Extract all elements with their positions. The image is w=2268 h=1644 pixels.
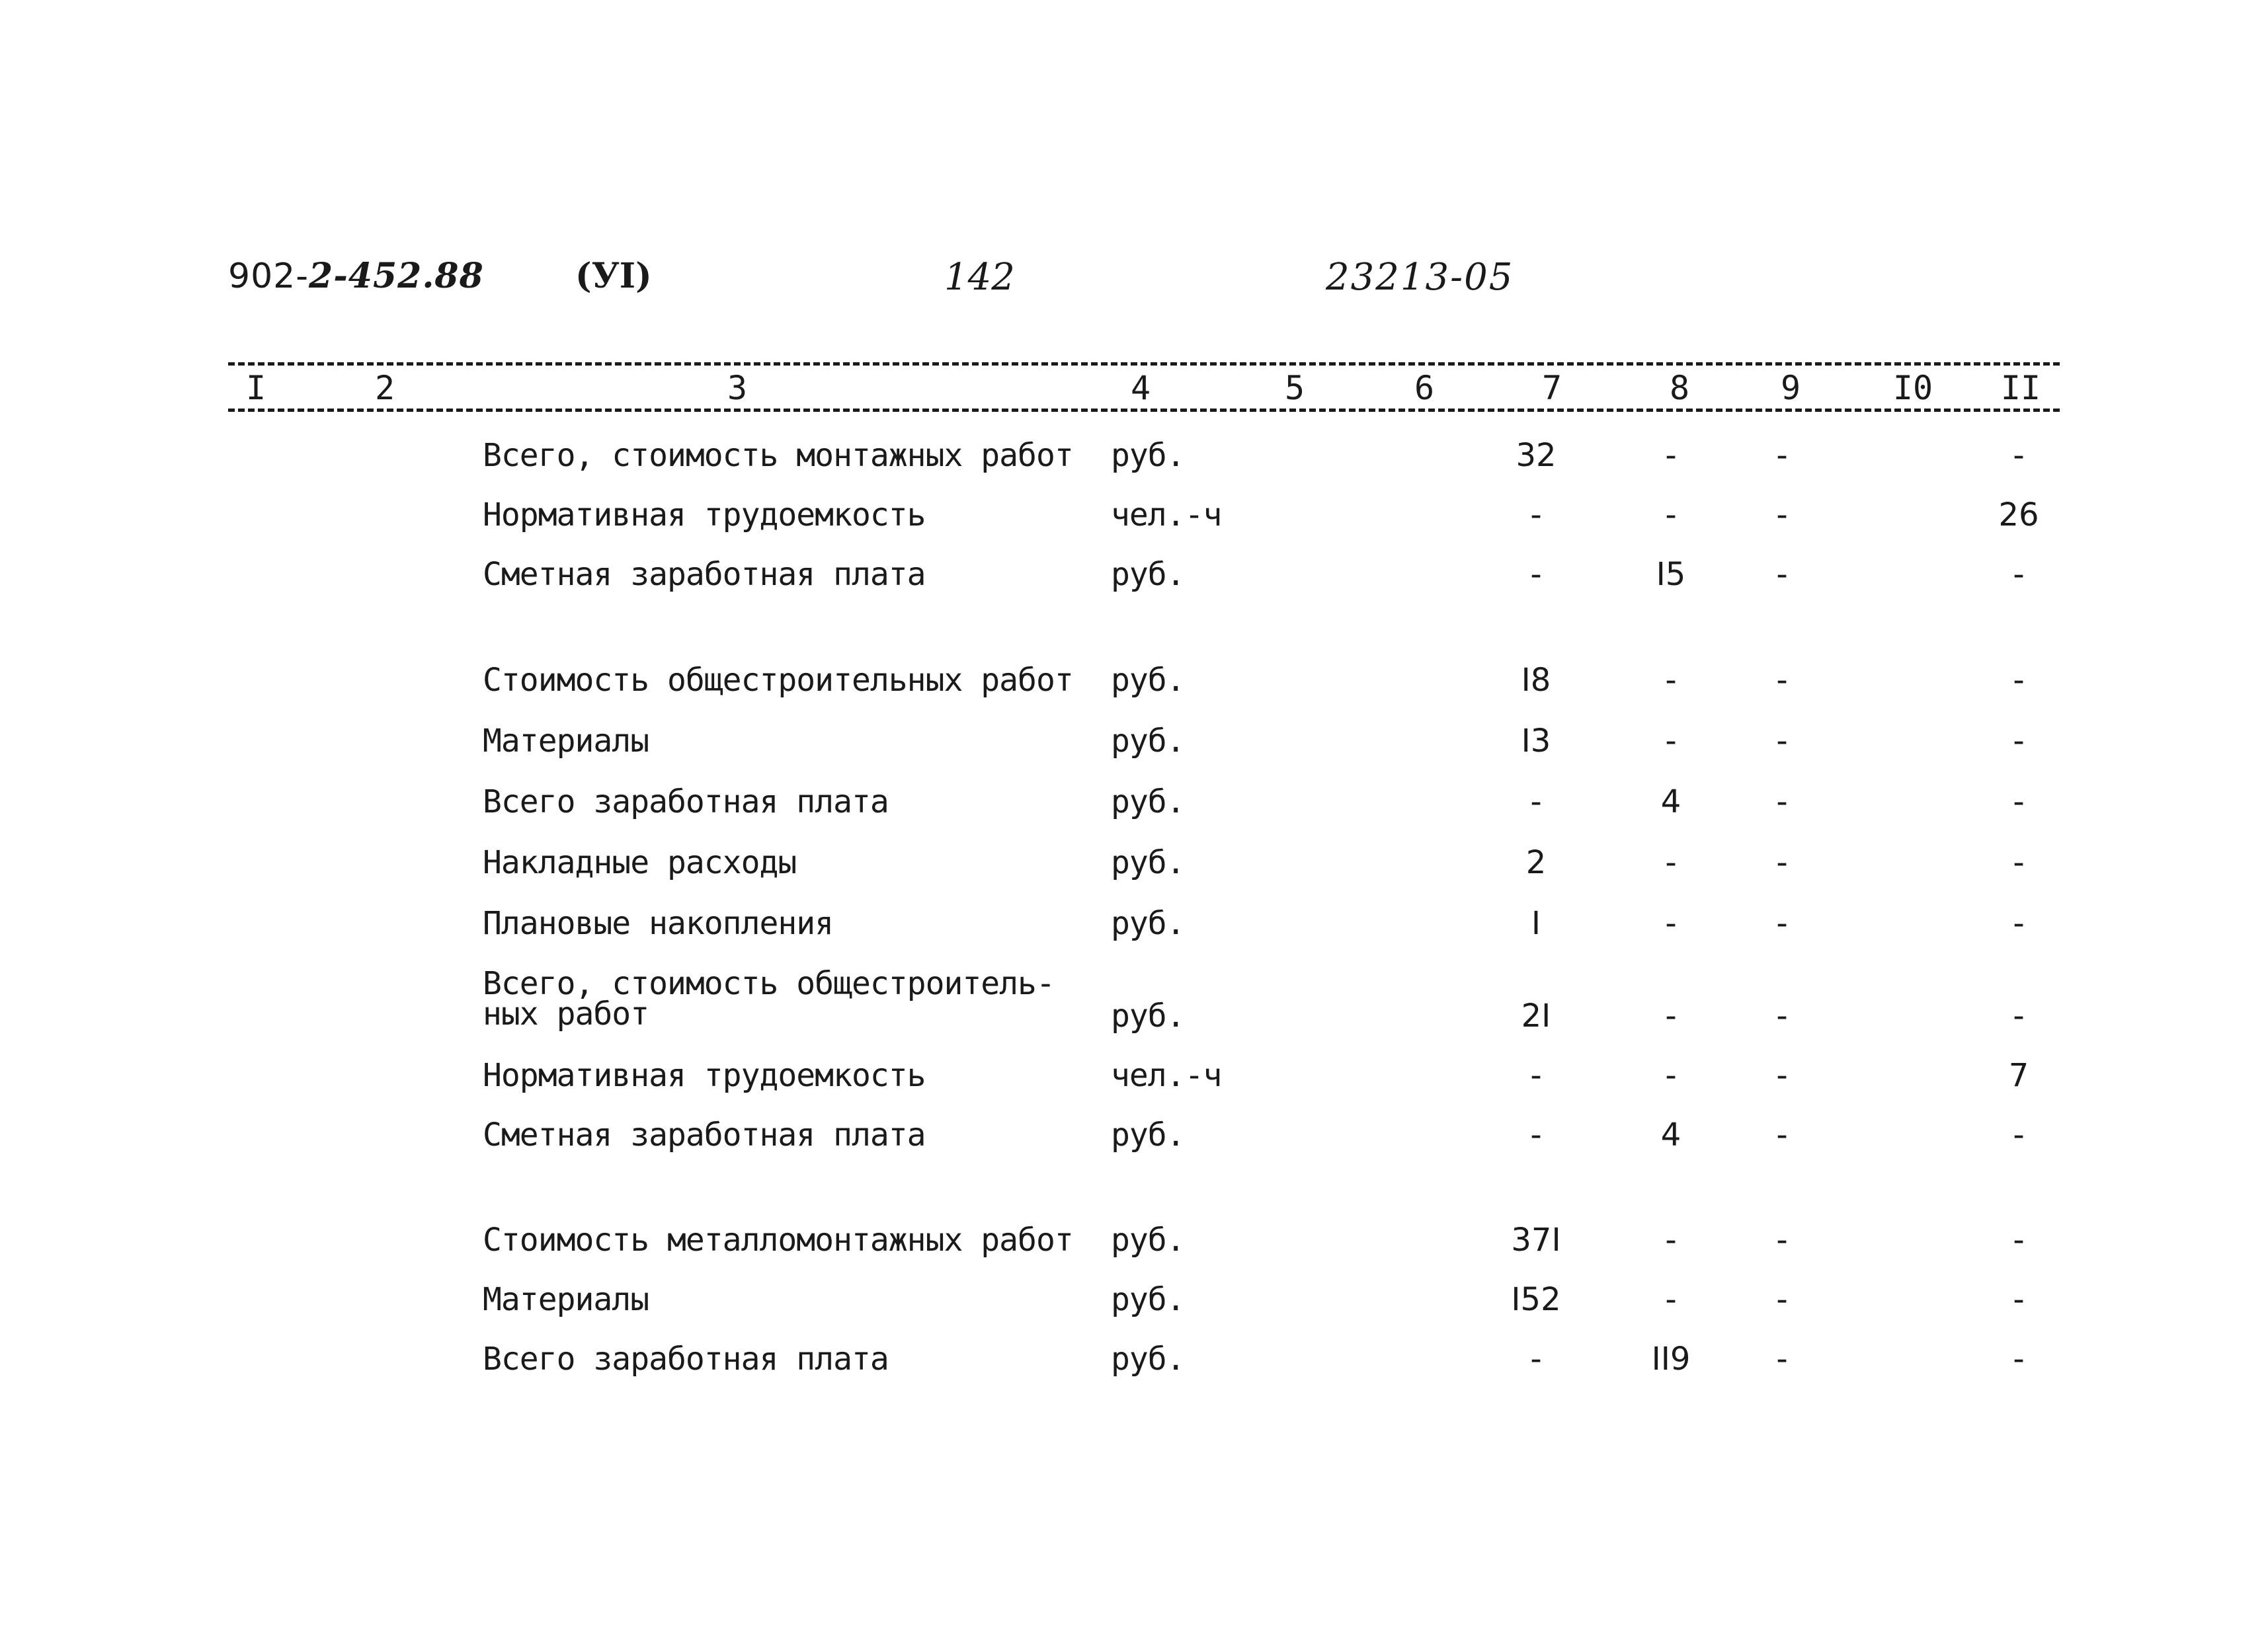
row-name: Сметная заработная плата bbox=[483, 1116, 926, 1154]
table-row bbox=[0, 965, 2268, 1041]
row-col9: - bbox=[1776, 437, 1788, 474]
row-col7: 32 bbox=[1516, 437, 1557, 474]
column-number: I0 bbox=[1892, 369, 1933, 407]
column-number: 6 bbox=[1414, 369, 1435, 407]
row-col9: - bbox=[1776, 844, 1788, 881]
row-col8: - bbox=[1665, 905, 1677, 942]
row-col8: II9 bbox=[1651, 1341, 1691, 1378]
row-col7: I8 bbox=[1521, 662, 1551, 699]
row-col11: - bbox=[2013, 556, 2025, 593]
table-row bbox=[0, 905, 2268, 954]
header-rule-bottom bbox=[228, 409, 2060, 412]
row-unit: руб. bbox=[1111, 1341, 1185, 1378]
row-name: Всего заработная плата bbox=[483, 783, 889, 820]
row-col8: 4 bbox=[1660, 1116, 1681, 1154]
row-col9: - bbox=[1776, 1116, 1788, 1154]
section-number: (УI) bbox=[575, 256, 652, 296]
series-number bbox=[228, 256, 484, 296]
row-col9: - bbox=[1776, 998, 1788, 1035]
row-col11: - bbox=[2013, 783, 2025, 820]
column-number: 8 bbox=[1669, 369, 1690, 407]
row-col8: - bbox=[1665, 662, 1677, 699]
column-number: 5 bbox=[1284, 369, 1305, 407]
column-number: I bbox=[245, 369, 266, 407]
column-number: II bbox=[2000, 369, 2041, 407]
row-col8: - bbox=[1665, 437, 1677, 474]
table-row bbox=[0, 725, 2268, 771]
table-row bbox=[0, 1281, 2268, 1330]
row-col11: - bbox=[2013, 1341, 2025, 1378]
row-name: Материалы bbox=[483, 1281, 649, 1318]
row-col7: 2 bbox=[1525, 844, 1547, 881]
series-prefix: 902- bbox=[228, 256, 309, 296]
row-col7: - bbox=[1530, 1341, 1542, 1378]
row-col9: - bbox=[1776, 662, 1788, 699]
row-col7: - bbox=[1530, 783, 1542, 820]
row-col9: - bbox=[1776, 1222, 1788, 1259]
row-col8: - bbox=[1665, 998, 1677, 1035]
row-unit: руб. bbox=[1111, 905, 1185, 942]
row-col11: - bbox=[2013, 1281, 2025, 1318]
row-name: Сметная заработная плата bbox=[483, 556, 926, 593]
row-col7: I52 bbox=[1511, 1281, 1561, 1318]
row-unit: руб. bbox=[1111, 1281, 1185, 1318]
row-unit: руб. bbox=[1111, 1222, 1185, 1259]
row-unit: чел.-ч bbox=[1111, 496, 1222, 533]
row-unit: руб. bbox=[1111, 556, 1185, 593]
row-col7: - bbox=[1530, 556, 1542, 593]
series-handwritten: 2-452.88 bbox=[309, 256, 484, 296]
table-row bbox=[0, 1224, 2268, 1271]
column-number: 4 bbox=[1130, 369, 1151, 407]
row-col8: - bbox=[1665, 1281, 1677, 1318]
row-col8: - bbox=[1665, 844, 1677, 881]
row-col11: - bbox=[2013, 998, 2025, 1035]
row-col9: - bbox=[1776, 783, 1788, 820]
row-col9: - bbox=[1776, 1057, 1788, 1094]
page-number: 142 bbox=[944, 256, 1015, 299]
row-col9: - bbox=[1776, 496, 1788, 533]
row-col7: 37I bbox=[1511, 1222, 1561, 1259]
row-col9: - bbox=[1776, 1281, 1788, 1318]
row-col11: 26 bbox=[1998, 496, 2039, 533]
row-unit: руб. bbox=[1111, 662, 1185, 699]
row-col11: - bbox=[2013, 723, 2025, 760]
table-row bbox=[0, 783, 2268, 832]
row-name: Всего, стоимость монтажных работ bbox=[483, 437, 1073, 474]
row-col11: - bbox=[2013, 662, 2025, 699]
table-row bbox=[0, 437, 2268, 486]
row-col8: 4 bbox=[1660, 783, 1681, 820]
table-row bbox=[0, 844, 2268, 893]
row-name: Плановые накопления bbox=[483, 905, 834, 942]
row-col11: - bbox=[2013, 1116, 2025, 1154]
row-name: Материалы bbox=[483, 723, 649, 760]
table-row bbox=[0, 556, 2268, 605]
table-row bbox=[0, 1343, 2268, 1390]
table-row bbox=[0, 496, 2268, 545]
row-col7: - bbox=[1530, 1116, 1542, 1154]
row-col7: I bbox=[1531, 905, 1541, 942]
row-unit: руб. bbox=[1111, 844, 1185, 881]
row-unit: чел.-ч bbox=[1111, 1057, 1222, 1094]
row-col9: - bbox=[1776, 556, 1788, 593]
table-row bbox=[0, 1116, 2268, 1165]
row-col7: - bbox=[1530, 1057, 1542, 1094]
row-name: Стоимость общестроительных работ bbox=[483, 662, 1073, 699]
column-number: 3 bbox=[727, 369, 748, 407]
row-col9: - bbox=[1776, 723, 1788, 760]
row-unit: руб. bbox=[1111, 723, 1185, 760]
row-name: Нормативная трудоемкость bbox=[483, 1057, 926, 1094]
row-col11: 7 bbox=[2008, 1057, 2029, 1094]
row-name: Стоимость металломонтажных работ bbox=[483, 1222, 1073, 1259]
row-col8: - bbox=[1665, 1057, 1677, 1094]
row-name: Всего заработная плата bbox=[483, 1341, 889, 1378]
table-row bbox=[0, 664, 2268, 711]
row-col8: - bbox=[1665, 496, 1677, 533]
row-unit: руб. bbox=[1111, 1116, 1185, 1154]
row-unit: руб. bbox=[1111, 998, 1185, 1035]
row-col7: - bbox=[1530, 496, 1542, 533]
row-col8: - bbox=[1665, 723, 1677, 760]
row-col7: I3 bbox=[1521, 723, 1551, 760]
row-col8: - bbox=[1665, 1222, 1677, 1259]
row-name: Накладные расходы bbox=[483, 844, 797, 881]
header-rule-top bbox=[228, 362, 2060, 366]
row-col11: - bbox=[2013, 844, 2025, 881]
row-unit: руб. bbox=[1111, 437, 1185, 474]
table-row bbox=[0, 1057, 2268, 1106]
row-col7: 2I bbox=[1521, 998, 1551, 1035]
document-code: 23213-05 bbox=[1326, 256, 1514, 299]
row-col11: - bbox=[2013, 905, 2025, 942]
row-col8: I5 bbox=[1656, 556, 1686, 593]
row-unit: руб. bbox=[1111, 783, 1185, 820]
row-col11: - bbox=[2013, 1222, 2025, 1259]
column-number: 9 bbox=[1780, 369, 1801, 407]
row-col9: - bbox=[1776, 1341, 1788, 1378]
column-number: 2 bbox=[374, 369, 395, 407]
row-name: Всего, стоимость общестроитель-ных работ bbox=[483, 965, 1055, 1033]
row-col9: - bbox=[1776, 905, 1788, 942]
column-number: 7 bbox=[1541, 369, 1562, 407]
row-name: Нормативная трудоемкость bbox=[483, 496, 926, 533]
row-col11: - bbox=[2013, 437, 2025, 474]
